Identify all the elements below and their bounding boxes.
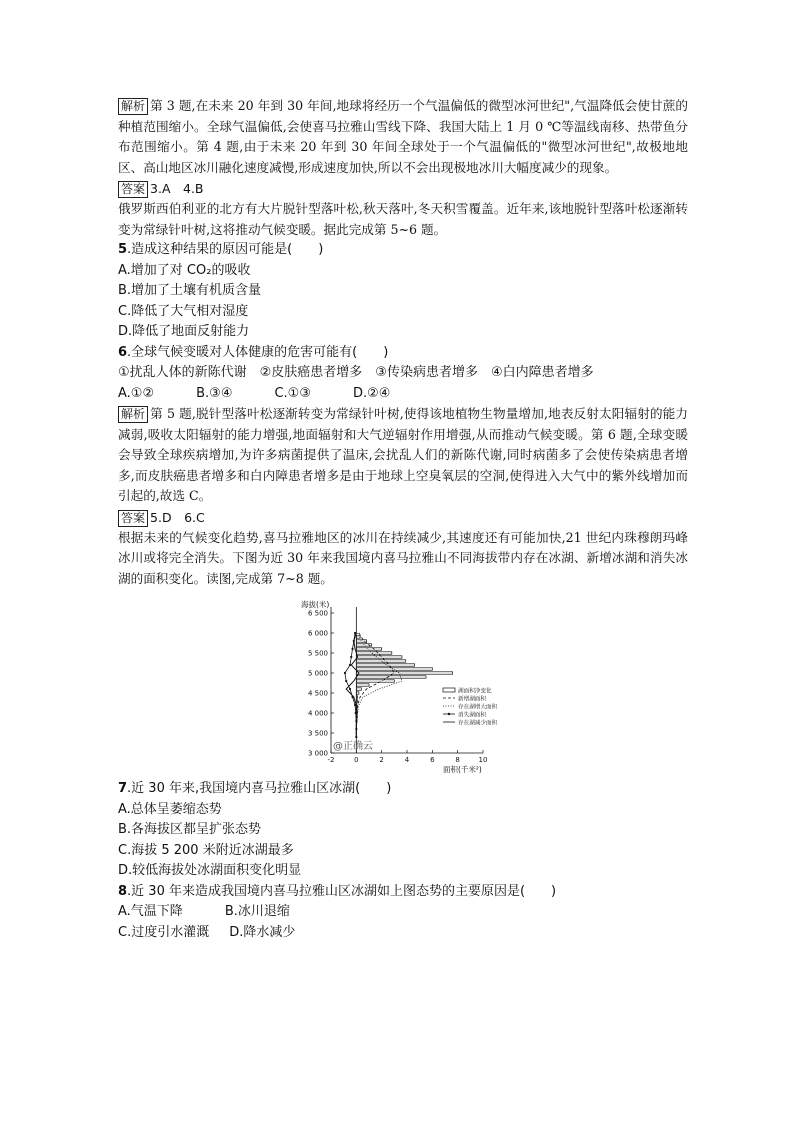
explanation-text: 第 5 题,脱针型落叶松逐渐转变为常绿针叶树,使得该地植物生物量增加,地表反射太阳辐射的能力减弱,吸收太阳辐射的能力增强,地面辐射和大气逆辐射作用增强,从而推动气候变暖。第 6 题,全球变暖会导致全球疾病增加,为许多病菌提供了温床,会扰乱人们的新陈代谢,同时病菌多了会使传染病患者增多,而皮肤癌患者增多和白内障患者增多是由于地球上空臭氧层的空洞,使得进入大气中的紫外线增加而引起的,故选 C。 <box>118 406 688 503</box>
y-tick-label: 4 000 <box>307 709 328 718</box>
option-6d: D.②④ <box>353 385 391 401</box>
vanished-lake-point <box>351 648 353 650</box>
options-6 <box>118 384 688 405</box>
expanded-lake-line <box>356 633 402 737</box>
y-tick-label: 3 000 <box>307 749 328 758</box>
answer-tag: 答案 <box>118 181 148 198</box>
legend-swatch <box>443 688 455 692</box>
answer-block-2 <box>118 508 688 528</box>
y-axis-label: 海拔(米) <box>301 600 330 609</box>
options-8-row1 <box>118 902 688 923</box>
legend-label: 存在湖减少面积 <box>458 720 498 727</box>
option-6a: A.①② <box>118 385 155 401</box>
y-tick-label: 6 000 <box>307 629 328 638</box>
question-intro-7-8: 根据未来的气候变化趋势,喜马拉雅地区的冰川在持续减少,其速度还有可能加快,21 世纪内珠穆朗玛峰冰川或将完全消失。下图为近 30 年来我国境内喜马拉雅山不同海拔带内存在冰湖、新增冰湖和消失冰湖的面积变化。读图,完成第 7~8 题。 <box>118 529 688 586</box>
vanished-lake-point <box>344 672 346 674</box>
option-5d: D.降低了地面反射能力 <box>118 324 250 339</box>
option-8d: D.降水减少 <box>229 924 296 940</box>
net-change-bar <box>356 652 391 654</box>
page-content <box>118 96 688 943</box>
y-tick-label: 6 500 <box>307 609 328 618</box>
net-change-bar <box>356 660 405 662</box>
y-tick-label: 5 000 <box>307 669 328 678</box>
legend-label: 存在湖增大面积 <box>458 704 498 711</box>
chart-svg <box>293 595 513 775</box>
net-change-bar <box>356 680 394 682</box>
question-stem: .造成这种结果的原因可能是( ) <box>127 242 324 257</box>
vanished-lake-point <box>350 656 352 658</box>
explanation-tag: 解析 <box>118 98 148 115</box>
x-tick-label: 10 <box>478 756 488 764</box>
x-tick-label: 0 <box>354 756 359 764</box>
option-5c: C.降低了大气相对湿度 <box>118 303 249 319</box>
x-tick-label: -2 <box>327 756 335 764</box>
option-7c: C.海拔 5 200 米附近冰湖最多 <box>118 842 294 858</box>
option-6c: C.①③ <box>274 385 311 401</box>
question-8 <box>118 882 688 903</box>
glacier-lake-chart <box>293 595 513 775</box>
explanation-tag: 解析 <box>118 406 148 423</box>
watermark: @正确云 <box>333 741 373 752</box>
option-6b: B.③④ <box>196 385 233 401</box>
question-number: 6 <box>118 344 128 360</box>
y-tick-label: 5 500 <box>307 649 328 658</box>
question-stem: .近 30 年来造成我国境内喜马拉雅山区冰湖如上图态势的主要原因是( ) <box>127 883 557 899</box>
legend-label: 湖面积净变化 <box>458 688 492 695</box>
net-change-bar <box>356 688 361 690</box>
option-7d: D.较低海拔处冰湖面积变化明显 <box>118 863 302 878</box>
explanation-block-1 <box>118 96 688 178</box>
legend-swatch-point <box>448 713 450 715</box>
net-change-bar <box>356 664 414 666</box>
answer-value: 3.A 4.B <box>150 181 204 196</box>
question-5 <box>118 240 688 261</box>
question-6 <box>118 343 688 364</box>
x-tick-label: 8 <box>455 756 460 764</box>
explanation-text: 第 3 题,在未来 20 年到 30 年间,地球将经历一个气温偏低的微型冰河世纪",气温降低会使甘蔗的种植范围缩小。全球气温偏低,会使喜马拉雅山雪线下降、我国大陆上 1 月 0 ℃等温线南移、热带鱼分布范围缩小。第 4 题,由于未来 20 年到 30 年间全球处于一个气温偏低的"微型冰河世纪",故极地地区、高山地区冰川融化速度减慢,形成速度加快,所以不会出现极地冰川大幅度减少的现象。 <box>118 98 688 175</box>
vanished-lake-point <box>345 680 347 682</box>
legend-label: 消失湖面积 <box>458 712 486 719</box>
option-7a: A.总体呈萎缩态势 <box>118 801 222 817</box>
vanished-lake-point <box>349 688 351 690</box>
option-5a: A.增加了对 CO₂的吸收 <box>118 262 251 278</box>
net-change-bar <box>356 656 402 658</box>
question-number: 8 <box>118 883 128 899</box>
explanation-block-2 <box>118 404 688 507</box>
option-5b: B.增加了土壤有机质含量 <box>118 283 262 298</box>
answer-value: 5.D 6.C <box>150 509 205 525</box>
answer-tag: 答案 <box>118 510 148 527</box>
y-tick-label: 3 500 <box>307 729 328 738</box>
x-axis-label: 面积(千米²) <box>443 765 482 774</box>
question-number: 5 <box>118 242 128 257</box>
question-7 <box>118 779 688 800</box>
net-change-bar <box>356 684 369 686</box>
question-number: 7 <box>118 781 128 796</box>
x-tick-label: 2 <box>379 756 384 764</box>
option-8c: C.过度引水灌溉 <box>118 924 210 940</box>
net-change-bar <box>356 676 426 678</box>
x-tick-label: 6 <box>430 756 435 764</box>
option-8b: B.冰川退缩 <box>224 904 290 919</box>
answer-block-1 <box>118 179 688 199</box>
question-intro-5-6: 俄罗斯西伯利亚的北方有大片脱针型落叶松,秋天落叶,冬天积雪覆盖。近年来,该地脱针型落叶松逐渐转变为常绿针叶树,这将推动气候变暖。据此完成第 5~6 题。 <box>118 201 688 237</box>
net-change-bar <box>356 700 357 702</box>
x-tick-label: 4 <box>404 756 410 764</box>
legend-label: 新增湖面积 <box>458 696 486 703</box>
question-6-items: ①扰乱人体的新陈代谢 ②皮肤癌患者增多 ③传染病患者增多 ④白内障患者增多 <box>118 365 594 380</box>
option-8a: A.气温下降 <box>118 904 183 919</box>
question-stem: .近 30 年来,我国境内喜马拉雅山区冰湖( ) <box>127 781 392 796</box>
option-7b: B.各海拔区都呈扩张态势 <box>118 822 262 837</box>
y-tick-label: 4 500 <box>307 689 328 698</box>
options-8-row2 <box>118 923 688 944</box>
net-change-bar <box>356 696 357 698</box>
new-lake-line <box>356 633 394 737</box>
net-change-bar <box>356 672 452 674</box>
question-stem: .全球气候变暖对人体健康的危害可能有( ) <box>127 344 389 360</box>
